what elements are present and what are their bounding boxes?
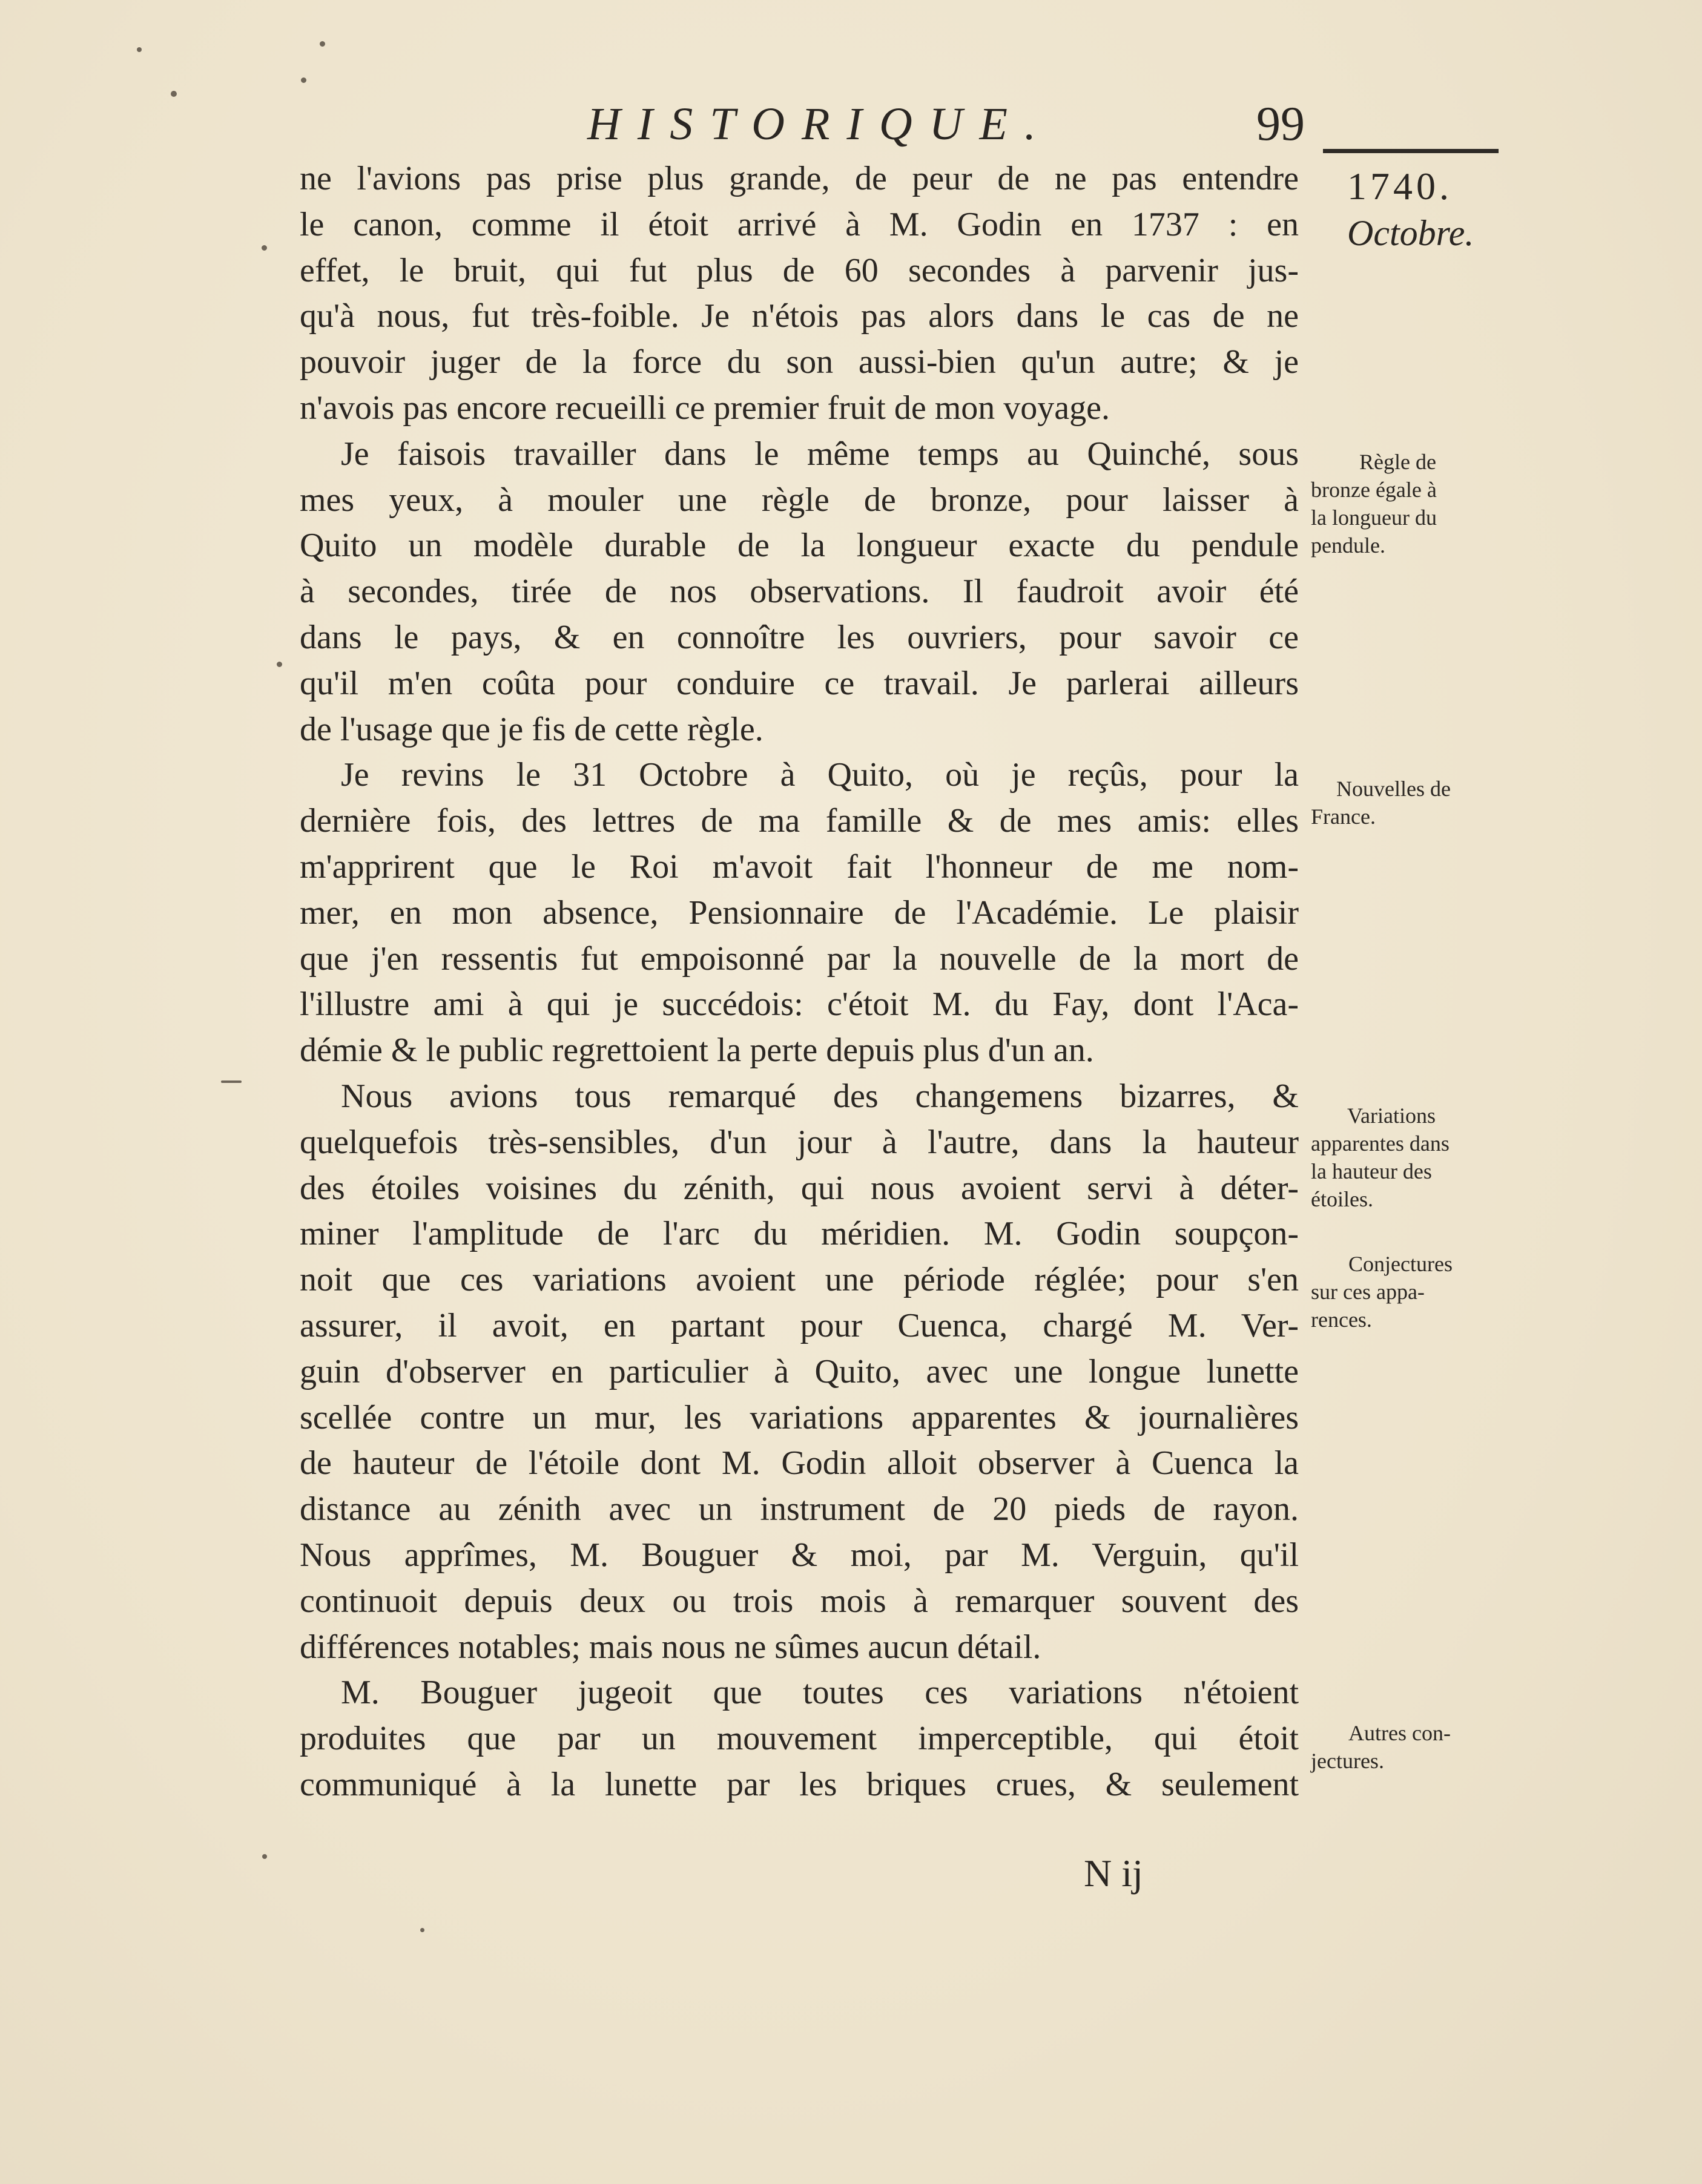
marginal-note-line: la longueur du [1311, 505, 1437, 530]
marginal-note-variations [1311, 1102, 1505, 1213]
ink-speck [301, 77, 306, 83]
margin-month: Octobre. [1347, 213, 1474, 253]
marginal-note-line: jectures. [1311, 1749, 1384, 1773]
marginal-note-line: sur ces appa- [1311, 1280, 1425, 1304]
text-line: m'apprirent que le Roi m'avoit fait l'honneur de me nom- [300, 847, 1299, 886]
body-text [300, 156, 1299, 1808]
text-line: Nous apprîmes, M. Bouguer & moi, par M. Verguin, qu'il [300, 1536, 1299, 1574]
marginal-note-line: la hauteur des [1311, 1159, 1432, 1183]
marginal-note-line: apparentes dans [1311, 1131, 1450, 1156]
text-line: Je revins le 31 Octobre à Quito, où je reçûs, pour la [341, 756, 1299, 794]
signature-mark: N ij [1084, 1852, 1143, 1895]
marginal-note-line: Variations [1347, 1104, 1436, 1128]
text-line: n'avois pas encore recueilli ce premier fruit de mon voyage. [300, 389, 1110, 427]
text-line: mes yeux, à mouler une règle de bronze, pour laisser à [300, 481, 1299, 519]
text-line: ne l'avions pas prise plus grande, de peur de ne pas entendre [300, 160, 1299, 197]
text-line: de hauteur de l'étoile dont M. Godin alloit observer à Cuenca la [300, 1444, 1299, 1482]
text-line: produites que par un mouvement imperceptible, qui étoit [300, 1720, 1299, 1758]
marginal-note-line: pendule. [1311, 533, 1385, 558]
ink-speck [137, 47, 142, 52]
page-header [587, 91, 1305, 157]
text-line: continuoit depuis deux ou trois mois à remarquer souvent des [300, 1582, 1299, 1620]
marginal-note-line: Nouvelles de [1336, 777, 1451, 801]
ink-speck [277, 662, 282, 667]
text-line: de l'usage que je fis de cette règle. [300, 710, 764, 748]
marginal-note-line: rences. [1311, 1307, 1372, 1332]
marginal-note-nouvelles [1311, 775, 1505, 831]
marginal-note-autres [1311, 1719, 1505, 1775]
text-line: Je faisois travailler dans le même temps au Quinché, sous [341, 435, 1299, 473]
text-line: dans le pays, & en connoître les ouvriers, pour savoir ce [300, 618, 1299, 656]
ink-speck [221, 1080, 242, 1083]
text-line: distance au zénith avec un instrument de 20 pieds de rayon. [300, 1490, 1299, 1528]
text-line: quelquefois très-sensibles, d'un jour à l'autre, dans la hauteur [300, 1123, 1299, 1161]
margin-rule [1323, 149, 1499, 153]
text-line: miner l'amplitude de l'arc du méridien. M. Godin soupçon- [300, 1215, 1299, 1253]
running-title: HISTORIQUE. [587, 99, 1053, 150]
text-line: communiqué à la lunette par les briques crues, & seulement [300, 1765, 1299, 1803]
text-line: assurer, il avoit, en partant pour Cuenca, chargé M. Ver- [300, 1306, 1299, 1344]
ink-speck [171, 91, 177, 97]
ink-speck [262, 245, 267, 251]
marginal-note-line: Autres con- [1348, 1721, 1451, 1745]
ink-speck [262, 1854, 267, 1859]
text-line: Quito un modèle durable de la longueur exacte du pendule [300, 527, 1299, 565]
text-line: qu'il m'en coûta pour conduire ce travail. Je parlerai ailleurs [300, 664, 1299, 702]
text-line: différences notables; mais nous ne sûmes aucun détail. [300, 1628, 1041, 1666]
ink-speck [420, 1928, 424, 1932]
text-line: guin d'observer en particulier à Quito, avec une longue lunette [300, 1352, 1299, 1390]
marginal-note-line: bronze égale à [1311, 478, 1437, 502]
text-line: M. Bouguer jugeoit que toutes ces variations n'étoient [341, 1674, 1299, 1712]
text-line: l'illustre ami à qui je succédois: c'étoit M. du Fay, dont l'Aca- [300, 985, 1299, 1024]
text-line: pouvoir juger de la force du son aussi-bien qu'un autre; & je [300, 343, 1299, 381]
text-line: que j'en ressentis fut empoisonné par la nouvelle de la mort de [300, 939, 1299, 978]
text-line: qu'à nous, fut très-foible. Je n'étois pas alors dans le cas de ne [300, 297, 1299, 335]
text-line: noit que ces variations avoient une période réglée; pour s'en [300, 1261, 1299, 1299]
marginal-note-line: Conjectures [1348, 1252, 1453, 1276]
text-line: démie & le public regrettoient la perte depuis plus d'un an. [300, 1031, 1094, 1070]
text-line: des étoiles voisines du zénith, qui nous avoient servi à déter- [300, 1169, 1299, 1207]
marginal-note-line: France. [1311, 804, 1376, 829]
ink-speck [320, 41, 325, 47]
text-line: Nous avions tous remarqué des changemens bizarres, & [341, 1077, 1299, 1115]
page-number: 99 [1256, 97, 1305, 151]
text-line: mer, en mon absence, Pensionnaire de l'Académie. Le plaisir [300, 893, 1299, 932]
margin-year: 1740. [1347, 165, 1453, 208]
marginal-note-conjectures [1311, 1250, 1505, 1334]
text-line: le canon, comme il étoit arrivé à M. Godin en 1737 : en [300, 205, 1299, 243]
text-line: dernière fois, des lettres de ma famille & de mes amis: elles [300, 802, 1299, 840]
text-line: à secondes, tirée de nos observations. Il faudroit avoir été [300, 573, 1299, 611]
marginal-note-line: étoiles. [1311, 1187, 1373, 1211]
marginal-note-line: Règle de [1359, 450, 1436, 474]
text-line: effet, le bruit, qui fut plus de 60 secondes à parvenir jus- [300, 251, 1299, 289]
text-line: scellée contre un mur, les variations apparentes & journalières [300, 1398, 1299, 1436]
marginal-note-regle [1311, 448, 1505, 559]
